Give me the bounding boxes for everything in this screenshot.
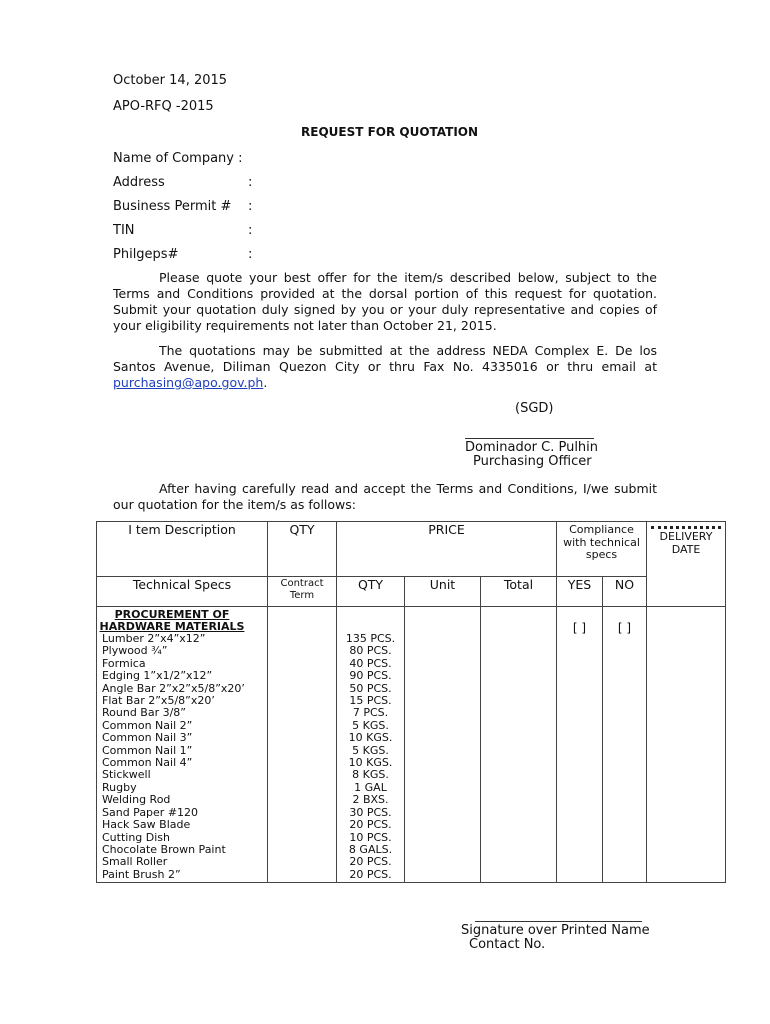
header-delivery: DELIVERY DATE <box>659 530 713 556</box>
item-qty: 90 PCS. <box>349 669 392 683</box>
header-unit: Unit <box>405 577 481 607</box>
item-name: Common Nail 4” <box>102 756 193 770</box>
quotation-table <box>96 521 726 883</box>
delivery-dotted-rule <box>651 526 721 529</box>
submission-text: The quotations may be submitted at the address NEDA Complex E. De los Santos Avenue, Diliman Quezon City or thru Fax No. 4335016 or thru email at <box>113 343 657 374</box>
item-name: Welding Rod <box>102 793 171 807</box>
header-compliance: Compliance with technical specs <box>557 522 647 577</box>
signed-mark: (SGD) <box>515 401 554 416</box>
qty-cell <box>337 607 405 883</box>
signature-line <box>475 921 642 922</box>
item-qty: 10 PCS. <box>349 830 392 844</box>
field-tin-label: TIN <box>113 223 135 238</box>
item-name: Chocolate Brown Paint <box>102 842 226 856</box>
submission-period: . <box>263 375 268 390</box>
total-cell <box>481 607 557 883</box>
item-name: Plywood ¾” <box>102 644 168 658</box>
email-link[interactable]: purchasing@apo.gov.ph <box>113 375 264 390</box>
item-name: Sand Paper #120 <box>102 805 199 819</box>
item-qty: 2 BXS. <box>352 793 389 807</box>
item-name: Stickwell <box>102 768 151 782</box>
item-name: Small Roller <box>102 855 168 869</box>
signatory-title: Purchasing Officer <box>473 454 592 469</box>
item-qty: 30 PCS. <box>349 805 392 819</box>
header-qty-2: QTY <box>337 577 405 607</box>
item-name: Round Bar 3/8” <box>102 706 187 720</box>
page-title: REQUEST FOR QUOTATION <box>301 125 479 139</box>
yes-checkbox[interactable]: [ ] <box>557 607 603 883</box>
items-cell <box>97 607 268 883</box>
section-title: PROCUREMENT OF HARDWARE MATERIALS <box>99 608 245 633</box>
item-qty: 135 PCS. <box>345 632 396 645</box>
item-qty: 20 PCS. <box>349 867 392 881</box>
header-delivery-cell <box>647 522 726 607</box>
letter-date: October 14, 2015 <box>113 73 228 88</box>
field-address-label: Address <box>113 175 165 190</box>
field-philgeps-label: Philgeps# <box>113 247 179 262</box>
field-permit-colon: : <box>248 199 253 214</box>
item-qty: 40 PCS. <box>349 656 392 670</box>
item-qty: 50 PCS. <box>349 681 392 695</box>
signatory-name: Dominador C. Pulhin <box>465 440 599 455</box>
contract-term-cell <box>268 607 337 883</box>
item-name: Lumber 2”x4”x12” <box>102 632 206 645</box>
item-name: Common Nail 2” <box>102 718 193 732</box>
header-qty: QTY <box>268 522 337 577</box>
field-tin-colon: : <box>248 223 253 238</box>
table-body-row <box>97 607 726 883</box>
header-item-description: I tem Description <box>97 522 268 577</box>
item-qty: 15 PCS. <box>349 694 392 708</box>
item-name: Formica <box>102 656 146 670</box>
item-name: Paint Brush 2” <box>102 867 181 881</box>
header-no: NO <box>603 577 647 607</box>
item-qty: 5 KGS. <box>352 718 389 732</box>
item-name: Rugby <box>102 780 137 794</box>
item-name: Common Nail 1” <box>102 743 193 757</box>
item-qty: 20 PCS. <box>349 818 392 832</box>
field-address-colon: : <box>248 175 253 190</box>
unit-cell <box>405 607 481 883</box>
header-price: PRICE <box>337 522 557 577</box>
table-header-row-2 <box>97 577 726 607</box>
delivery-date-cell <box>647 607 726 883</box>
field-company-label: Name of Company : <box>113 151 243 166</box>
item-name: Hack Saw Blade <box>102 818 191 832</box>
item-qty: 8 KGS. <box>352 768 389 782</box>
item-qty: 1 GAL <box>354 780 387 794</box>
acceptance-text: After having carefully read and accept the Terms and Conditions, I/we submit our quotation for the item/s as follows: <box>113 481 657 512</box>
submission-paragraph <box>113 343 657 391</box>
item-qty-list <box>337 633 404 881</box>
item-qty: 20 PCS. <box>349 855 392 869</box>
reference-number: APO-RFQ -2015 <box>113 99 214 114</box>
acceptance-paragraph <box>113 481 657 513</box>
item-name: Angle Bar 2”x2”x5/8”x20’ <box>102 681 245 695</box>
item-qty: 10 KGS. <box>348 731 393 745</box>
item-name-list <box>97 633 267 881</box>
item-name: Edging 1”x1/2”x12” <box>102 669 213 683</box>
header-yes: YES <box>557 577 603 607</box>
item-name: Flat Bar 2”x5/8”x20’ <box>102 694 215 708</box>
item-qty: 8 GALS. <box>348 842 393 856</box>
table-header-row-1 <box>97 522 726 577</box>
field-permit-label: Business Permit # <box>113 199 232 214</box>
item-name: Cutting Dish <box>102 830 171 844</box>
field-philgeps-colon: : <box>248 247 253 262</box>
item-name: Common Nail 3” <box>102 731 193 745</box>
header-total: Total <box>481 577 557 607</box>
header-technical-specs: Technical Specs <box>97 577 268 607</box>
item-qty: 10 KGS. <box>348 756 393 770</box>
signatory-line <box>465 438 594 439</box>
instructions-text: Please quote your best offer for the item/s described below, subject to the Terms and Conditions provided at the dorsal portion of this request for quotation. Submit your quotation duly signed by you or your duly representative and copies of your eligibility requirements not later than October 21, 2015. <box>113 270 657 333</box>
item-qty: 5 KGS. <box>352 743 389 757</box>
signature-label: Signature over Printed Name <box>461 923 650 938</box>
instructions-paragraph <box>113 270 657 334</box>
item-qty: 80 PCS. <box>349 644 392 658</box>
contact-label: Contact No. <box>469 937 546 952</box>
item-qty: 7 PCS. <box>352 706 389 720</box>
header-contract-term: Contract Term <box>268 577 337 607</box>
no-checkbox[interactable]: [ ] <box>603 607 647 883</box>
